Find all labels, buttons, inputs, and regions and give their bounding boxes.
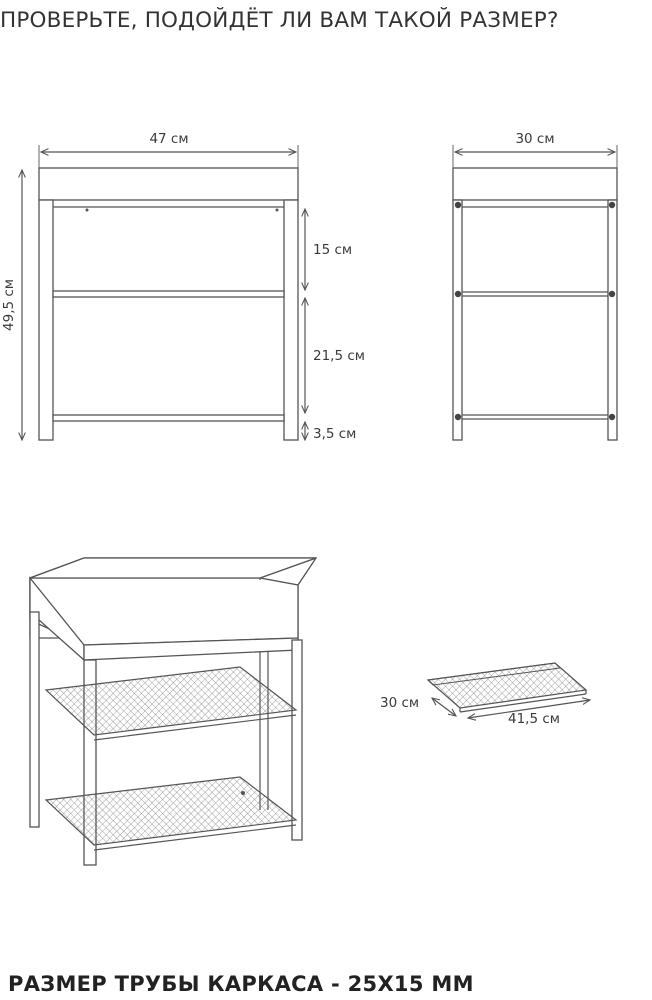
front-right-leg (284, 200, 298, 440)
side-depth-label: 30 см (515, 131, 555, 147)
bottom-gap-label: 3,5 см (313, 426, 357, 442)
perspective-left-back-leg (30, 612, 39, 827)
side-right-leg (608, 200, 617, 440)
side-left-leg (453, 200, 462, 440)
frame-tube-size-note: РАЗМЕР ТРУБЫ КАРКАСА - 25Х15 ММ (8, 972, 474, 996)
front-height-label: 49,5 см (1, 279, 17, 331)
shelf-length-label: 41,5 см (508, 711, 560, 727)
upper-gap-label: 15 см (313, 242, 353, 258)
shelf-depth-label: 30 см (380, 695, 420, 711)
perspective-front-right-leg (292, 640, 302, 840)
side-view (453, 131, 617, 440)
front-bottom-shelf (53, 415, 284, 421)
shelf-detail (380, 663, 590, 727)
front-middle-shelf (53, 291, 284, 297)
page-heading: ПРОВЕРЬТЕ, ПОДОЙДЁТ ЛИ ВАМ ТАКОЙ РАЗМЕР? (0, 8, 559, 33)
front-view (1, 131, 365, 442)
side-seat-cushion (453, 168, 617, 200)
front-seat-cushion (39, 168, 298, 200)
middle-gap-label: 21,5 см (313, 348, 365, 364)
front-width-label: 47 см (149, 131, 189, 147)
front-left-leg (39, 200, 53, 440)
perspective-view (30, 558, 316, 865)
